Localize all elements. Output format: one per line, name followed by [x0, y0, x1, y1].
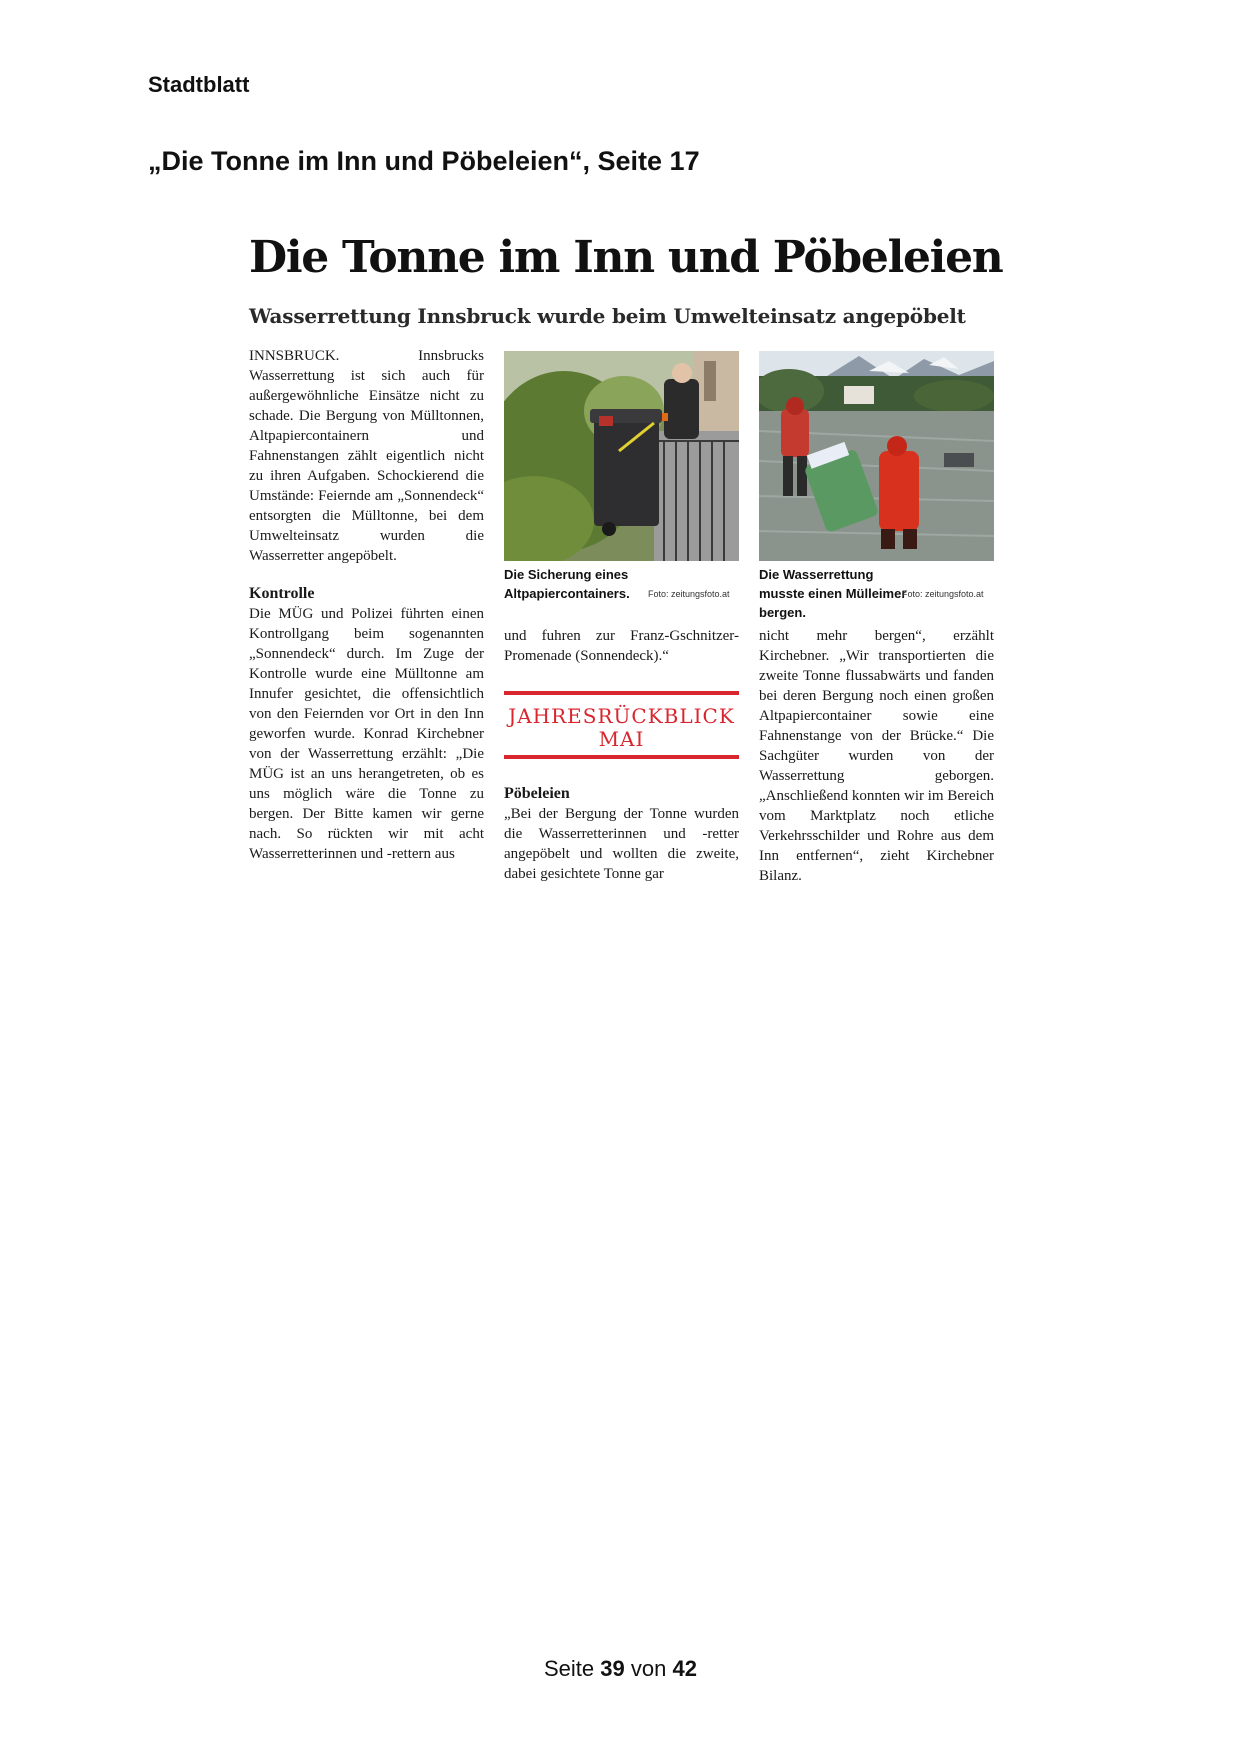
footer-prefix: Seite — [544, 1656, 595, 1681]
footer-middle: von — [630, 1656, 667, 1681]
column-2-continuation: und fuhren zur Franz-Gschnitzer-Promenade (Sonnendeck).“ — [504, 628, 739, 664]
section-title-kontrolle: Kontrolle — [249, 585, 315, 602]
article-subheadline: Wasserrettung Innsbruck wurde beim Umwelteinsatz angepöbelt — [249, 304, 966, 328]
photo-muelleimer — [759, 351, 994, 561]
photo-1-caption: Die Sicherung eines Altpapiercontainers. — [504, 567, 630, 601]
yearbox-title: JAHRESRÜCKBLICK — [508, 704, 735, 728]
newspaper-clipping — [249, 232, 1003, 896]
section-text-poebeleien: „Bei der Bergung der Tonne wurden die Wasserretterinnen und -retter angepöbelt und wollten die zweite, dabei gesichtete Tonne gar — [504, 806, 739, 882]
yearbox-month: MAI — [598, 727, 645, 751]
photo-2-credit: Foto: zeitungsfoto.at — [902, 589, 984, 599]
photo-altpapiercontainer — [504, 351, 739, 561]
column-2 — [504, 626, 739, 666]
source-label: Stadtblatt — [148, 72, 250, 97]
photo-2-caption: Die Wasserrettung musste einen Mülleimer bergen. — [759, 567, 907, 620]
column-2-lower — [504, 784, 739, 884]
footer-page-number: 39 — [600, 1656, 625, 1681]
footer-page-total: 42 — [672, 1656, 697, 1681]
photo-1-credit: Foto: zeitungsfoto.at — [648, 589, 730, 599]
yearbox-top-rule — [504, 691, 739, 695]
yearbox-bottom-rule — [504, 755, 739, 759]
article-reference: „Die Tonne im Inn und Pöbeleien“, Seite 17 — [148, 146, 700, 176]
article-headline: Die Tonne im Inn und Pöbeleien — [249, 232, 1003, 283]
column-3-text: nicht mehr bergen“, erzählt Kirchebner. „Wir transportierten die zweite Tonne flussabwärts und fanden bei deren Bergung noch einen großen Altpapiercontainer sowie eine Fahnenstange von der Brücke.“ Die Sachgüter wurden von der Wasserrettung geborgen. „Anschließend konnten wir im Bereich vom Marktplatz noch etliche Verkehrsschilder und Rohre aus dem Inn entfernen“, zieht Kirchebner Bilanz. — [759, 628, 994, 884]
jahresrueckblick-box — [504, 691, 739, 759]
column-1 — [249, 346, 484, 566]
page-footer — [0, 1656, 1241, 1682]
section-text-kontrolle: Die MÜG und Polizei führten einen Kontrollgang beim sogenannten „Sonnendeck“ durch. Im Zuge der Kontrolle wurde eine Mülltonne am Innufer gesichtet, die offensichtlich von den Feiernden vor Ort in den Inn geworfen wurde. Konrad Kirchebner von der Wasserrettung erzählt: „Die MÜG ist an uns herangetreten, ob es uns möglich wäre die Tonne zu bergen. Der Bitte kamen wir gerne nach. So rückten wir mit acht Wasserretterinnen und -rettern aus — [249, 606, 484, 862]
column-3 — [759, 626, 994, 886]
column-1-lower — [249, 584, 484, 864]
section-title-poebeleien: Pöbeleien — [504, 785, 570, 802]
intro-paragraph: INNSBRUCK. Innsbrucks Wasserrettung ist sich auch für außergewöhnliche Einsätze nicht zu schade. Die Bergung von Mülltonnen, Altpapiercontainern und Fahnenstangen zählt eigentlich nicht zu ihren Aufgaben. Schockierend die Umstände: Feiernde am „Sonnendeck“ entsorgten die Mülltonne, bei dem Umwelteinsatz wurden die Wasserretter angepöbelt. — [249, 348, 484, 564]
